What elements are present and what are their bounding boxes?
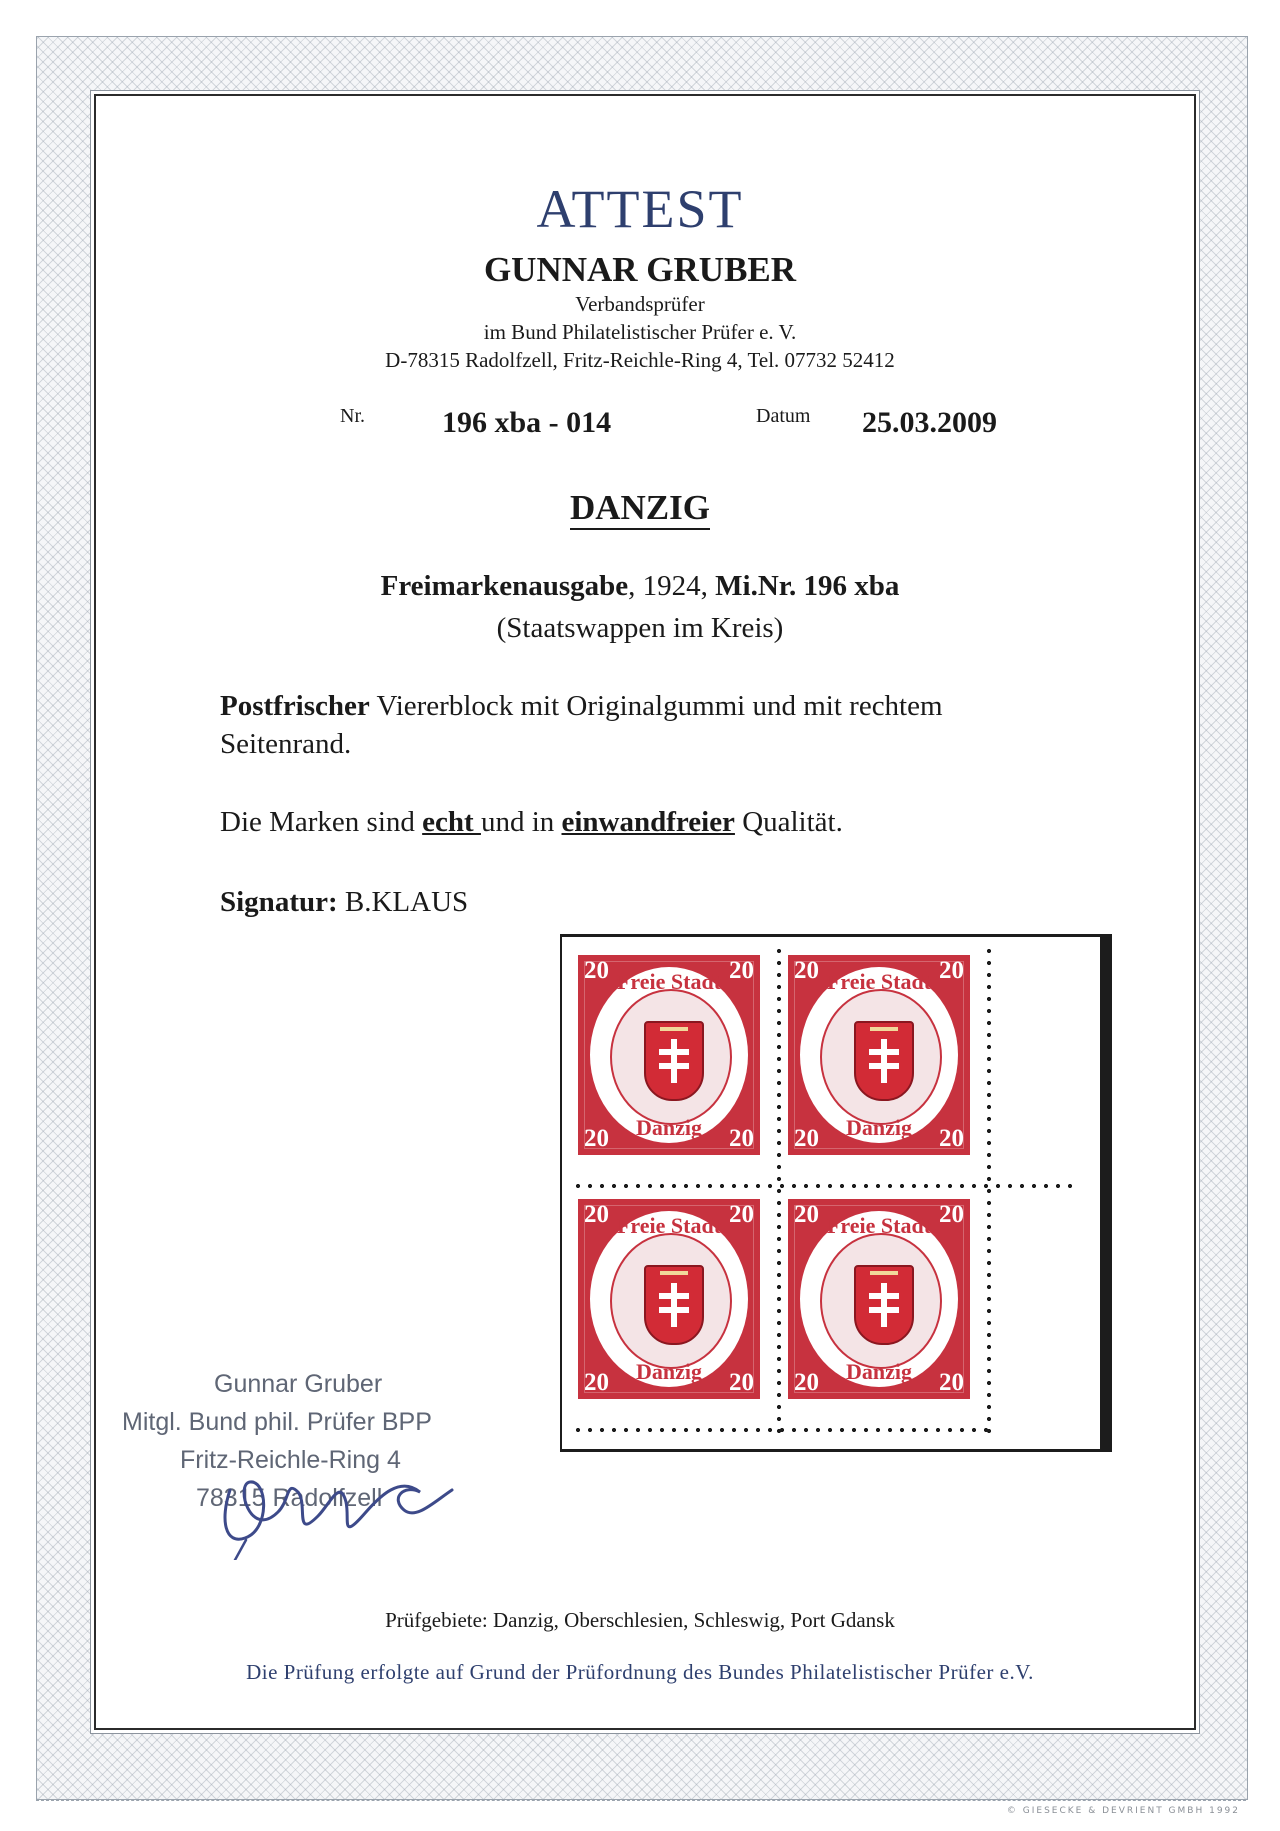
coat-of-arms-icon xyxy=(854,1021,914,1101)
cross-icon xyxy=(671,1039,677,1083)
stamp-value: 20 xyxy=(584,1125,609,1152)
seal-line2: Mitgl. Bund phil. Prüfer BPP xyxy=(122,1408,432,1436)
crown-icon xyxy=(870,1271,898,1285)
stamp-ring xyxy=(590,1211,748,1387)
stamp-value: 20 xyxy=(794,1125,819,1152)
seal-line3: Fritz-Reichle-Ring 4 xyxy=(180,1446,401,1474)
stamp-arc-bottom: Danzig xyxy=(636,1359,702,1384)
stamp-arc-top: Freie Stadt xyxy=(826,969,932,994)
issue-mi-nr: Mi.Nr. 196 xba xyxy=(715,570,900,602)
perforation-vertical-middle xyxy=(776,945,782,1435)
stamp-top-left xyxy=(578,955,760,1155)
verdict-line xyxy=(220,806,843,839)
verdict-suffix: Qualität. xyxy=(734,806,843,838)
perforation-bottom xyxy=(572,1427,990,1433)
verdict-quality: einwandfreier xyxy=(561,806,735,838)
verdict-prefix: Die Marken sind xyxy=(220,806,423,838)
crown-icon xyxy=(660,1271,688,1285)
signature-label: Signatur: xyxy=(220,886,338,918)
description-bold: Postfrischer xyxy=(220,690,370,722)
verdict-echt: echt xyxy=(422,806,481,838)
description-line2: Seitenrand. xyxy=(220,728,352,760)
datum-value: 25.03.2009 xyxy=(862,406,997,439)
border-baseline xyxy=(36,1800,1246,1801)
country-heading xyxy=(0,488,1280,528)
datum-label: Datum xyxy=(756,405,811,427)
stamp-bottom-left xyxy=(578,1199,760,1399)
stamp-inner xyxy=(820,1233,942,1369)
stamp-value: 20 xyxy=(584,1369,609,1396)
coat-of-arms-icon xyxy=(854,1265,914,1345)
stamp-value: 20 xyxy=(584,1201,609,1228)
crown-icon xyxy=(660,1027,688,1041)
stamp-value: 20 xyxy=(794,1369,819,1396)
verdict-middle: und in xyxy=(480,806,562,838)
stamp-arc-bottom: Danzig xyxy=(846,1115,912,1140)
stamp-value: 20 xyxy=(794,957,819,984)
perforation-vertical-right xyxy=(986,945,992,1435)
stamp-block-photo xyxy=(560,934,1112,1452)
stamp-value: 20 xyxy=(729,957,754,984)
stamp-arc-bottom: Danzig xyxy=(636,1115,702,1140)
country-name: DANZIG xyxy=(570,488,710,530)
stamp-value: 20 xyxy=(939,1201,964,1228)
printer-mark: © GIESECKE & DEVRIENT GMBH 1992 xyxy=(1006,1806,1240,1816)
issue-series: Freimarkenausgabe xyxy=(380,570,629,602)
stamp-value: 20 xyxy=(939,1125,964,1152)
stamp-value: 20 xyxy=(729,1201,754,1228)
stamp-top-right xyxy=(788,955,970,1155)
seal-line1: Gunnar Gruber xyxy=(214,1370,383,1398)
seal-line4: 78315 Radolfzell xyxy=(196,1484,383,1512)
expert-role: Verbandsprüfer xyxy=(575,292,705,316)
expert-name: GUNNAR GRUBER xyxy=(483,250,797,289)
stamp-arc-top: Freie Stadt xyxy=(616,1213,722,1238)
signature-line xyxy=(220,886,468,919)
issue-design: (Staatswappen im Kreis) xyxy=(496,612,784,644)
nr-value: 196 xba - 014 xyxy=(442,406,612,439)
stamp-ring xyxy=(800,1211,958,1387)
stamp-value: 20 xyxy=(729,1369,754,1396)
perforation-horizontal xyxy=(572,1183,1072,1189)
expert-address: D-78315 Radolfzell, Fritz-Reichle-Ring 4, Tel. 07732 52412 xyxy=(385,348,895,372)
stamp-ring xyxy=(590,967,748,1143)
signature-value: B.KLAUS xyxy=(337,886,469,918)
stamp-ring xyxy=(800,967,958,1143)
description-line1 xyxy=(220,690,943,723)
stamp-inner xyxy=(820,989,942,1125)
description-rest: Viererblock mit Originalgummi und mit rechtem xyxy=(369,690,943,722)
stamp-value: 20 xyxy=(794,1201,819,1228)
cross-icon xyxy=(881,1283,887,1327)
crown-icon xyxy=(870,1027,898,1041)
stamp-bottom-right xyxy=(788,1199,970,1399)
stamp-value: 20 xyxy=(584,957,609,984)
stamp-arc-bottom: Danzig xyxy=(846,1359,912,1384)
stamp-value: 20 xyxy=(939,1369,964,1396)
stamp-value: 20 xyxy=(729,1125,754,1152)
stamp-value: 20 xyxy=(939,957,964,984)
cross-icon xyxy=(671,1283,677,1327)
legal-footer: Die Prüfung erfolgte auf Grund der Prüfordnung des Bundes Philatelistischer Prüfer e.V. xyxy=(246,1660,1034,1684)
nr-label: Nr. xyxy=(340,405,365,427)
coat-of-arms-icon xyxy=(644,1265,704,1345)
issue-line xyxy=(0,570,1280,603)
inspection-fields: Prüfgebiete: Danzig, Oberschlesien, Schleswig, Port Gdansk xyxy=(385,1608,895,1632)
certificate-title: ATTEST xyxy=(536,179,744,239)
coat-of-arms-icon xyxy=(644,1021,704,1101)
stamp-arc-top: Freie Stadt xyxy=(826,1213,932,1238)
cross-icon xyxy=(881,1039,887,1083)
stamp-inner xyxy=(610,1233,732,1369)
issue-year: , 1924, xyxy=(628,570,716,602)
handwritten-signature xyxy=(190,1420,470,1560)
stamp-arc-top: Freie Stadt xyxy=(616,969,722,994)
expert-association: im Bund Philatelistischer Prüfer e. V. xyxy=(483,320,797,344)
stamp-inner xyxy=(610,989,732,1125)
